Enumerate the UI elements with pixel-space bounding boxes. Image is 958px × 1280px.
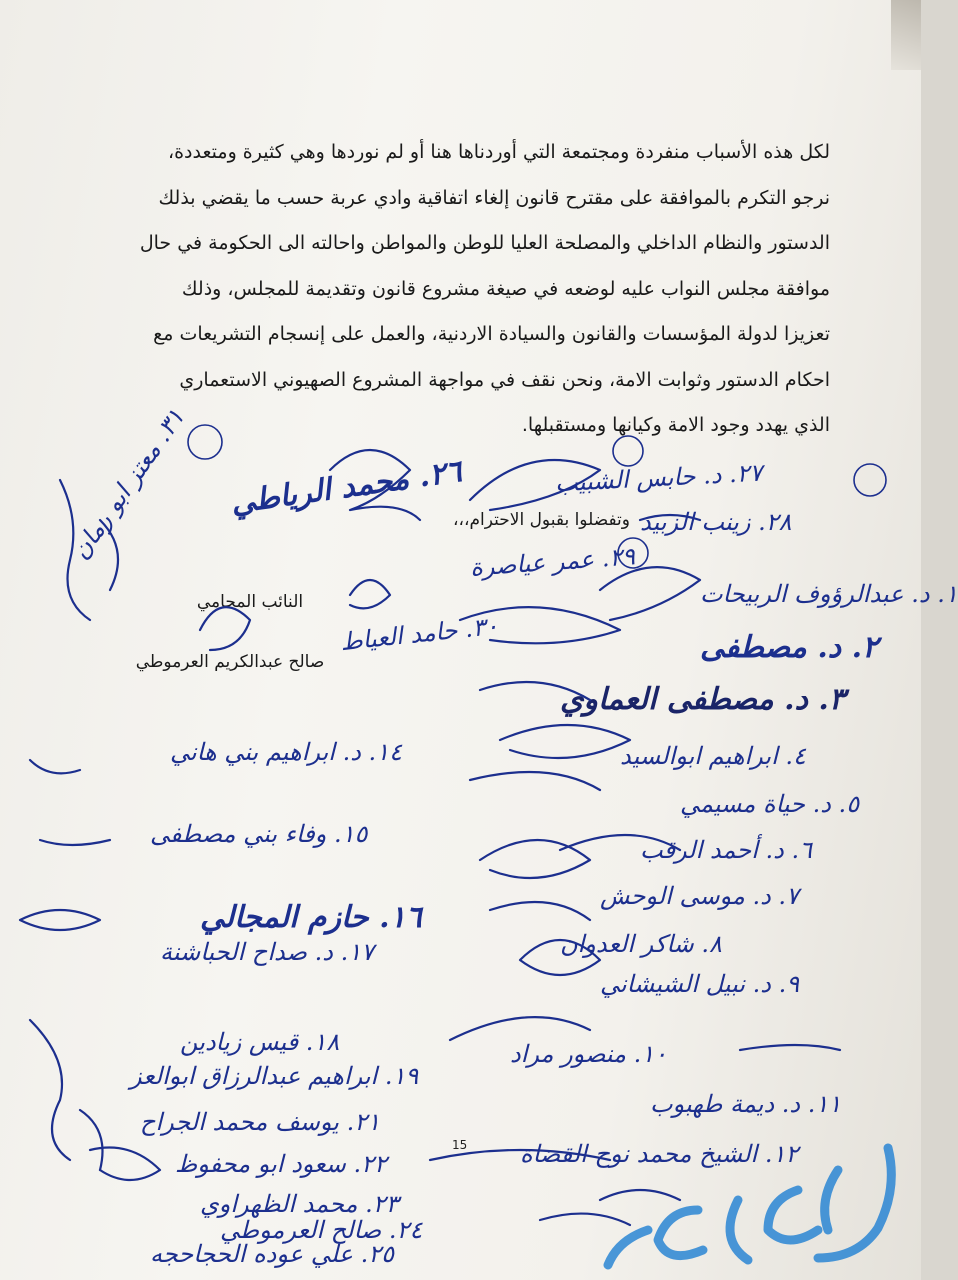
handwritten-signature-22: ٢٢. سعود ابو محفوظ	[175, 1150, 387, 1178]
handwritten-signature-24: ٢٤. صالح العرموطي	[220, 1216, 423, 1244]
handwritten-signature-30: ٣٠. حامد العياط	[338, 611, 500, 657]
handwritten-signature-10: ١٠. منصور مراد	[510, 1040, 668, 1068]
handwritten-signature-2: ٢. د. مصطفى	[700, 630, 879, 665]
handwritten-signature-28: ٢٨. زينب الزبيد	[640, 508, 792, 536]
signatory-title: النائب المحامي	[196, 592, 304, 612]
handwritten-signature-21: ٢١. يوسف محمد الجراح	[140, 1108, 381, 1136]
handwritten-signature-26: ٢٦. محمد الرياطي	[228, 453, 464, 522]
handwritten-signature-23: ٢٣. محمد الظهراوي	[200, 1190, 399, 1218]
closing-phrase: وتفضلوا بقبول الاحترام،،،	[453, 510, 630, 530]
handwritten-signature-4: ٤. ابراهيم ابوالسيد	[620, 742, 806, 770]
body-line-5: تعزيزا لدولة المؤسسات والقانون والسيادة الاردنية، والعمل على إنسجام التشريعات مع	[153, 323, 830, 345]
handwritten-signature-3: ٣. د. مصطفى العماوي	[560, 682, 845, 717]
handwritten-signature-18: ١٨. قيس زيادين	[180, 1028, 340, 1056]
handwritten-signature-25: ٢٥. علي عوده الحجاحجه	[150, 1240, 395, 1268]
body-line-4: موافقة مجلس النواب عليه لوضعه في صيغة مشروع قانون وتقديمة للمجلس، وذلك	[181, 277, 830, 300]
handwritten-signature-6: ٦. د. أحمد الرقب	[640, 836, 812, 864]
handwritten-signature-7: ٧. د. موسى الوحش	[600, 882, 799, 910]
handwritten-signature-16: ١٦. حازم المجالي	[200, 900, 422, 935]
signatory-name: صالح عبدالكريم العرموطي	[135, 652, 325, 672]
handwritten-signature-11: ١١. د. ديمة طهبوب	[650, 1090, 842, 1118]
site-watermark-logo	[588, 1130, 918, 1278]
handwritten-signature-8: ٨. شاكر العدوان	[560, 930, 722, 958]
handwritten-signature-12: ١٢. الشيخ محمد نوح القضاة	[520, 1140, 799, 1168]
body-line-7: الذي يهدد وجود الامة وكيانها ومستقبلها.	[521, 414, 830, 436]
body-line-6: احكام الدستور وثوابت الامة، ونحن نقف في مواجهة المشروع الصهيوني الاستعماري	[179, 368, 830, 391]
handwritten-signature-1: ١. د. عبدالرؤوف الربيحات	[700, 580, 958, 608]
handwritten-signature-31: ٣١. معتز ابو رمان	[66, 403, 191, 565]
page-number: 15	[452, 1138, 468, 1152]
handwritten-signature-9: ٩. د. نبيل الشيشاني	[600, 970, 800, 998]
handwritten-signature-17: ١٧. د. صداح الحباشنة	[160, 938, 374, 966]
handwritten-signature-5: ٥. د. حياة مسيمي	[680, 790, 860, 818]
handwritten-signature-29: ٢٩. عمر عياصرة	[469, 542, 636, 582]
body-line-1: لكل هذه الأسباب منفردة ومجتمعة التي أوردناها هنا أو لم نوردها وهي كثيرة ومتعددة،	[167, 141, 830, 163]
body-line-2: نرجو التكرم بالموافقة على مقترح قانون إلغاء اتفاقية وادي عربة حسب ما يقضي بذلك	[158, 186, 830, 209]
handwritten-signature-19: ١٩. ابراهيم عبدالرزاق ابوالعز	[130, 1062, 419, 1090]
handwritten-signature-27: ٢٧. د. حابس الشبيب	[554, 458, 764, 498]
body-line-3: الدستور والنظام الداخلي والمصلحة العليا للوطن والمواطن واحالته الى الحكومة في حال	[139, 232, 830, 254]
handwritten-signature-14: ١٤. د. ابراهيم بني هاني	[170, 738, 402, 766]
handwritten-signature-15: ١٥. وفاء بني مصطفى	[150, 820, 368, 848]
